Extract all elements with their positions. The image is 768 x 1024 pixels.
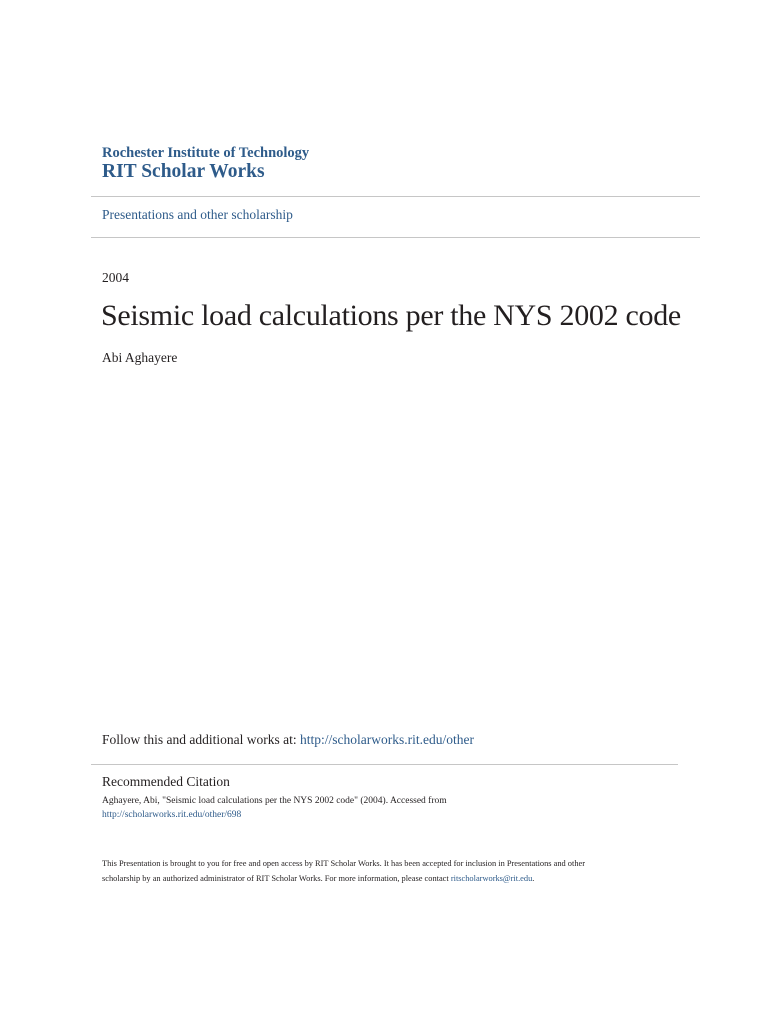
divider-bottom (91, 764, 678, 765)
collection-link[interactable]: Presentations and other scholarship (102, 207, 293, 222)
access-notice (102, 856, 585, 886)
notice-line-1: This Presentation is brought to you for free and open access by RIT Scholar Works. It has been accepted for inclusion in Presentations and other (102, 859, 586, 868)
divider-middle (91, 237, 700, 238)
publication-year: 2004 (102, 270, 129, 285)
citation-heading: Recommended Citation (102, 774, 230, 789)
notice-line-2-end: . (532, 874, 535, 883)
contact-email-link[interactable]: ritscholarworks@rit.edu (450, 874, 533, 883)
document-title: Seismic load calculations per the NYS 2002 code (101, 299, 681, 332)
notice-line-2 (102, 871, 585, 886)
author-name: Abi Aghayere (102, 350, 178, 365)
follow-link[interactable]: http://scholarworks.rit.edu/other (300, 732, 474, 747)
notice-line-2-text: scholarship by an authorized administrator of RIT Scholar Works. For more information, please contact (102, 874, 451, 883)
citation-link[interactable]: http://scholarworks.rit.edu/other/698 (102, 810, 242, 820)
follow-line (102, 732, 474, 748)
citation-text: Aghayere, Abi, "Seismic load calculations per the NYS 2002 code" (2004). Accessed from (102, 796, 447, 806)
repository-name[interactable]: RIT Scholar Works (102, 161, 265, 182)
institution-name[interactable]: Rochester Institute of Technology (102, 145, 310, 161)
follow-label: Follow this and additional works at: (102, 732, 300, 747)
divider-top (91, 196, 700, 197)
